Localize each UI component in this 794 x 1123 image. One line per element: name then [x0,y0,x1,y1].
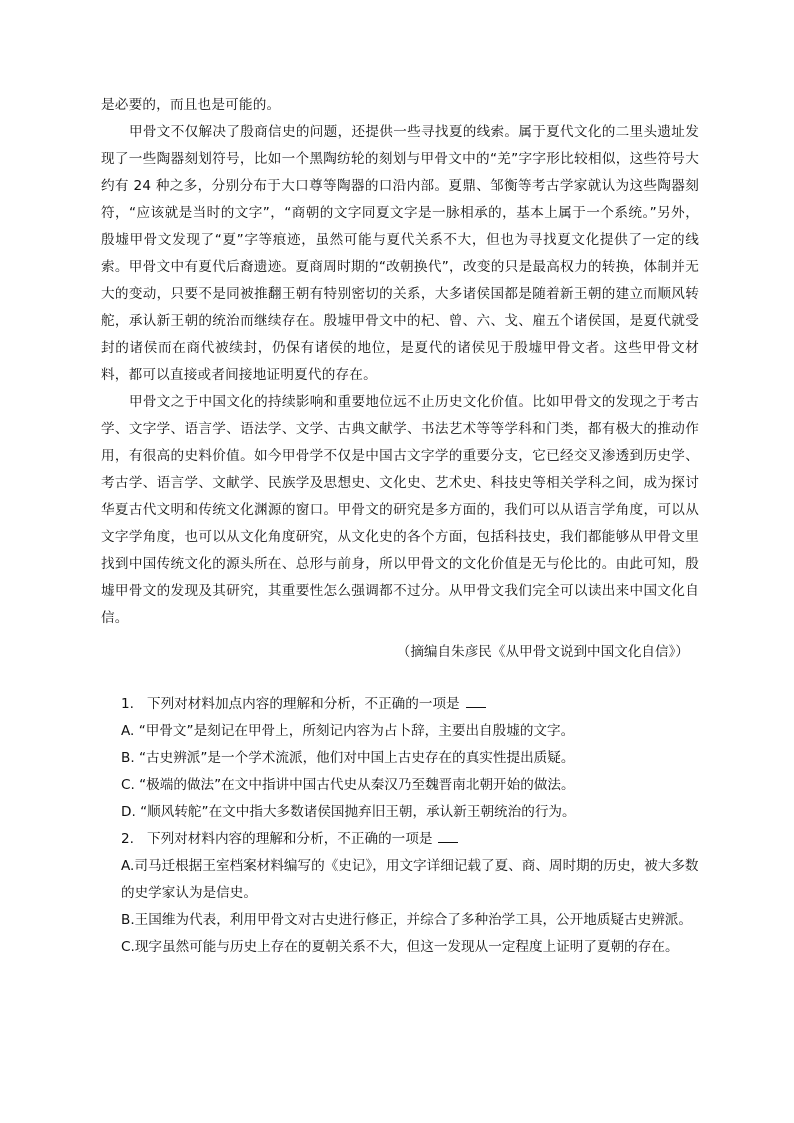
answer-blank[interactable] [438,828,458,843]
question-1-option-a: A. “甲骨文”是刻记在甲骨上，所刻记内容为占卜辞，主要出自殷墟的文字。 [121,723,575,739]
question-list [121,691,709,961]
question-number: 1. [121,696,134,712]
question-2-option-c: C.现字虽然可能与历史上存在的夏朝关系不大，但这一发现从一定程度上证明了夏朝的存在。 [121,939,679,955]
question-2-stem [121,826,709,853]
question-text: 下列对材料内容的理解和分析，不正确的一项是 [147,831,433,847]
question-1-stem [121,691,709,718]
question-number: 2. [121,831,134,847]
question-text: 下列对材料加点内容的理解和分析，不正确的一项是 [147,696,460,712]
passage-paragraph-1: 甲骨文不仅解决了殷商信史的问题，还提供一些寻找夏的线索。属于夏代文化的二里头遗址发现了一些陶器刻划符号，比如一个黑陶纺轮的刻划与甲骨文中的“羌”字字形比较相似，这些符号大约有 24 种之多，分别分布于大口尊等陶器的口沿内部。夏鼎、邹衡等考古学家就认为这些陶器刻符，“应该就是当时的文字”，“商朝的文字同夏文字是一脉相承的，基本上属于一个系统。”另外，殷墟甲骨文发现了“夏”字等痕迹，虽然可能与夏代关系不大，但也为寻找夏文化提供了一定的线索。甲骨文中有夏代后裔遗迹。夏商周时期的“改朝换代”，改变的只是最高权力的转换，体制并无大的变动，只要不是同被推翻王朝有特别密切的关系，大多诸侯国都是随着新王朝的建立而顺风转舵，承认新王朝的统治而继续存在。殷墟甲骨文中的杞、曾、六、戈、雇五个诸侯国，是夏代就受封的诸侯而在商代被续封，仍保有诸侯的地位，是夏代的诸侯见于殷墟甲骨文者。这些甲骨文材料，都可以直接或者间接地证明夏代的存在。 [101,124,699,383]
answer-blank[interactable] [466,693,486,708]
question-2-option-a: A.司马迁根据王室档案材料编写的《史记》，用文字详细记载了夏、商、周时期的历史，被大多数的史学家认为是信史。 [121,858,699,901]
question-1-option-b: B. “古史辨派”是一个学术流派，他们对中国上古史存在的真实性提出质疑。 [121,750,575,766]
passage [101,92,699,632]
passage-paragraph-2: 甲骨文之于中国文化的持续影响和重要地位远不止历史文化价值。比如甲骨文的发现之于考古学、文字学、语言学、语法学、文学、古典文献学、书法艺术等等学科和门类，都有极大的推动作用，有很高的史料价值。如今甲骨学不仅是中国古文字学的重要分支，它已经交叉渗透到历史学、考古学、语言学、文献学、民族学及思想史、文化史、艺术史、科技史等相关学科之间，成为探讨华夏古代文明和传统文化渊源的窗口。甲骨文的研究是多方面的，我们可以从语言学角度，可以从文字学角度，也可以从文化角度研究，从文化史的各个方面，包括科技史，我们都能够从甲骨文里找到中国传统文化的源头所在、总形与前身，所以甲骨文的文化价值是无与伦比的。由此可知，殷墟甲骨文的发现及其研究，其重要性怎么强调都不过分。从甲骨文我们完全可以读出来中国文化自信。 [101,394,699,626]
question-2-option-b: B.王国维为代表，利用甲骨文对古史进行修正，并综合了多种治学工具，公开地质疑古史辨派。 [121,912,692,928]
question-1-option-d: D. “顺风转舵”在文中指大多数诸侯国抛弃旧王朝，承认新王朝统治的行为。 [121,804,576,820]
question-1-option-c: C. “极端的做法”在文中指讲中国古代史从秦汉乃至魏晋南北朝开始的做法。 [121,777,575,793]
source-citation: （摘编自朱彦民《从甲骨文说到中国文化自信》） [396,644,689,660]
passage-paragraph-0: 是必要的，而且也是可能的。 [101,97,281,113]
